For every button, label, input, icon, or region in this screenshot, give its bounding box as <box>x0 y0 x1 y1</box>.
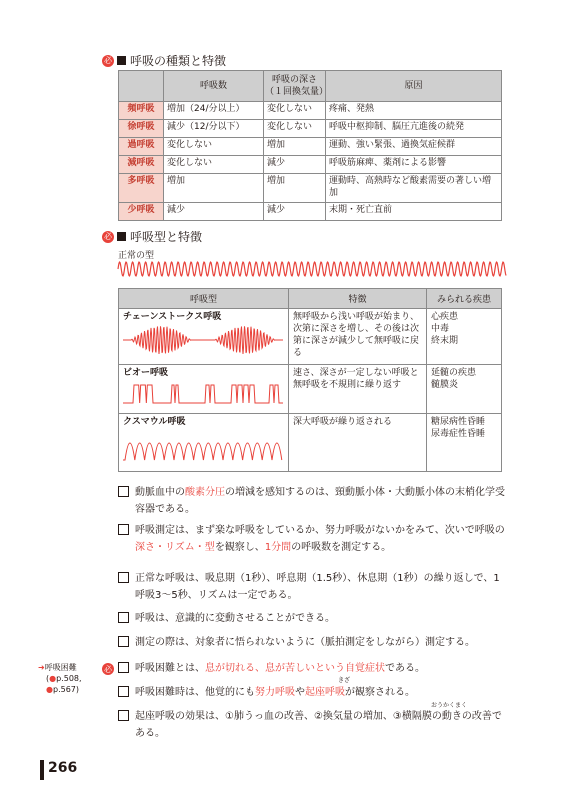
checkbox-icon <box>118 662 129 673</box>
cell-rate: 増加（24/分以上） <box>164 102 264 120</box>
cheyne-stokes-wave-graphic <box>123 323 283 357</box>
kussmaul-wave-graphic <box>123 428 283 464</box>
bullet-item: 呼吸は、意識的に変動させることができる。 <box>118 610 508 627</box>
section-title-types <box>102 52 226 69</box>
checkbox-icon <box>118 686 129 697</box>
cell-cause: 運動、強い緊張、過換気症候群 <box>326 138 502 156</box>
row-label: 徐呼吸 <box>119 120 164 138</box>
cell-rate: 変化しない <box>164 156 264 174</box>
bullet-item: 測定の際は、対象者に悟られないように（脈拍測定をしながら）測定する。 <box>118 634 508 651</box>
header-cause: 原因 <box>326 71 502 102</box>
cell-cause: 疼痛、発熱 <box>326 102 502 120</box>
sidenote-reference[interactable]: ➜呼吸困難 (●p.508, ●p.567) <box>38 663 82 694</box>
cell-cause: 呼吸中枢抑制、脳圧亢進後の続発 <box>326 120 502 138</box>
pattern-cell <box>119 365 289 414</box>
pattern-feature: 速さ、深さが一定しない呼吸と無呼吸を不規則に繰り返す <box>289 365 427 414</box>
must-mark-icon: 必 <box>104 56 112 65</box>
normal-wave-graphic <box>116 258 508 280</box>
table-row <box>119 156 502 174</box>
must-mark-icon: 必 <box>104 232 112 241</box>
bullet-item: 起座呼吸の効果は、①肺うっ血の改善、②換気量の増加、③横隔膜の動きの改善である。 <box>118 708 508 742</box>
cell-depth: 減少 <box>264 203 326 221</box>
header-pattern: 呼吸型 <box>119 289 289 309</box>
pattern-feature: 深大呼吸が繰り返される <box>289 414 427 472</box>
pattern-name: クスマウル呼吸 <box>123 417 186 427</box>
pattern-name: チェーンストークス呼吸 <box>123 312 222 322</box>
checkbox-icon <box>118 710 129 721</box>
must-mark-icon: 必 <box>104 664 112 674</box>
bullet-item: 呼吸困難とは、息が切れる、息が苦しいという自覚症状である。 <box>118 660 508 677</box>
header-empty <box>119 71 164 102</box>
ruby-kiza: きざ <box>338 677 351 684</box>
arrow-right-icon: ➜ <box>38 663 45 672</box>
table-row <box>119 102 502 120</box>
page-number-bar <box>40 760 44 780</box>
row-label: 頻呼吸 <box>119 102 164 120</box>
table-row <box>119 203 502 221</box>
table-header-row <box>119 71 502 102</box>
cell-depth: 減少 <box>264 156 326 174</box>
section-title-patterns <box>102 228 202 245</box>
pattern-disease: 延髄の疾患 髄膜炎 <box>427 365 502 414</box>
cell-cause: 呼吸筋麻痺、薬剤による影響 <box>326 156 502 174</box>
cell-rate: 減少 <box>164 203 264 221</box>
cell-depth: 変化しない <box>264 120 326 138</box>
row-label: 過呼吸 <box>119 138 164 156</box>
biot-wave-graphic <box>123 379 283 407</box>
bullet-item: 正常な呼吸は、吸息期（1秒）、呼息期（1.5秒）、休息期（1秒）の繰り返しで、1呼吸3～5秒、リズムは一定である。 <box>118 570 508 604</box>
header-depth: 呼吸の深さ （１回換気量） <box>264 71 326 102</box>
cell-rate: 変化しない <box>164 138 264 156</box>
header-disease: みられる疾患 <box>427 289 502 309</box>
pattern-cell <box>119 414 289 472</box>
row-label: 少呼吸 <box>119 203 164 221</box>
square-bullet-icon <box>117 56 126 65</box>
bullet-item: 呼吸測定は、まず楽な呼吸をしているか、努力呼吸がないかをみて、次いで呼吸の深さ・リズム・型を観察し、1分間の呼吸数を測定する。 <box>118 522 508 556</box>
checkbox-icon <box>118 636 129 647</box>
bullet-item: 動脈血中の酸素分圧の増減を感知するのは、頸動脈小体・大動脈小体の末梢化学受容器である。 <box>118 484 508 518</box>
cell-depth: 変化しない <box>264 102 326 120</box>
cell-cause: 末期・死亡直前 <box>326 203 502 221</box>
table-row <box>119 414 502 472</box>
cell-rate: 増加 <box>164 174 264 203</box>
checkbox-icon <box>118 572 129 583</box>
cell-rate: 減少（12/分以下） <box>164 120 264 138</box>
breathing-types-table <box>118 70 502 221</box>
table-row <box>119 120 502 138</box>
pattern-feature: 無呼吸から浅い呼吸が始まり、次第に深さを増し、その後は次第に深さが減少して無呼吸に戻る <box>289 309 427 365</box>
square-bullet-icon <box>117 232 126 241</box>
page-number: 266 <box>48 760 78 776</box>
row-label: 減呼吸 <box>119 156 164 174</box>
checkbox-icon <box>118 524 129 535</box>
cell-depth: 増加 <box>264 138 326 156</box>
normal-pattern-label: 正常の型 <box>118 251 155 261</box>
pattern-cell <box>119 309 289 365</box>
section-title-text: 呼吸の種類と特徴 <box>130 54 227 68</box>
pattern-name: ビオー呼吸 <box>123 368 169 378</box>
bullet-item: 呼吸困難時は、他覚的にも努力呼吸や起座呼吸が観察される。 <box>118 684 508 701</box>
ruby-oukakumaku: おうかくまく <box>431 702 468 709</box>
checkbox-icon <box>118 612 129 623</box>
cell-depth: 増加 <box>264 174 326 203</box>
table-row <box>119 174 502 203</box>
table-header-row <box>119 289 502 309</box>
header-rate: 呼吸数 <box>164 71 264 102</box>
cell-cause: 運動時、高熱時など酸素需要の著しい増加 <box>326 174 502 203</box>
table-row <box>119 365 502 414</box>
pattern-disease: 糖尿病性昏睡 尿毒症性昏睡 <box>427 414 502 472</box>
row-label: 多呼吸 <box>119 174 164 203</box>
section-title-text: 呼吸型と特徴 <box>130 230 203 244</box>
header-feature: 特徴 <box>289 289 427 309</box>
pattern-disease: 心疾患 中毒 終末期 <box>427 309 502 365</box>
breathing-patterns-table <box>118 288 502 472</box>
table-row <box>119 138 502 156</box>
table-row <box>119 309 502 365</box>
checkbox-icon <box>118 486 129 497</box>
